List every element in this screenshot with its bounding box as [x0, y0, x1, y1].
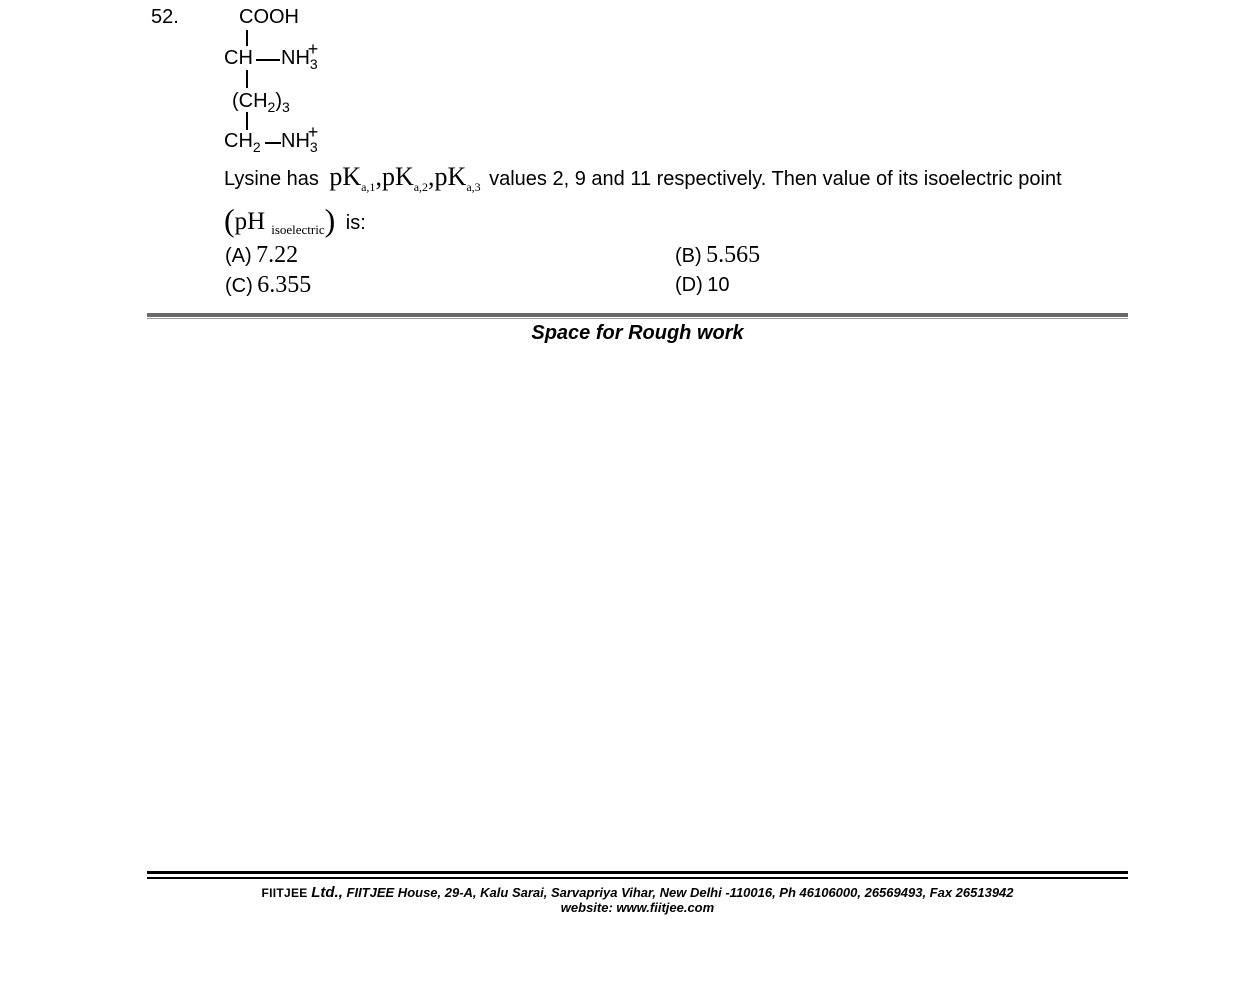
ph-subscript: isoelectric	[271, 222, 325, 237]
option-b[interactable]: (B) 5.565	[675, 242, 761, 268]
cooh-group: COOH	[239, 6, 299, 28]
bond-vertical-3	[246, 112, 248, 130]
bond-horizontal-2	[265, 142, 281, 144]
ph-symbol: pH	[234, 208, 266, 235]
question-text-line-2: (pH $_{isoelectric}$) is:	[224, 202, 366, 238]
footer-address	[147, 884, 1128, 901]
option-d[interactable]: (D) 10	[675, 274, 730, 296]
pka1: $pK_{a,1}$,	[329, 162, 382, 194]
bond-horizontal-1	[256, 59, 280, 61]
rough-work-divider	[147, 313, 1128, 317]
footer-rule-top	[147, 871, 1128, 874]
nh3-bottom-group: $NH_3+$	[281, 122, 319, 155]
rough-work-heading: Space for Rough work	[531, 322, 744, 344]
question-number: 52.	[151, 6, 179, 28]
ch2-chain-group: $(CH_2)_3$	[232, 90, 290, 115]
ch2-bottom-group: $CH_2$	[224, 130, 261, 155]
ch-group: CH	[224, 47, 253, 69]
bond-vertical-2	[246, 70, 248, 88]
footer-brand: FIITJEE	[261, 886, 308, 900]
question-text-line-1: Lysine has $pK_{a,1},pK_{a,2},pK_{a,3}$ values 2, 9 and 11 respectively. Then value of its isoelectric point	[224, 162, 1062, 194]
pka3: $pK_{a,3}$	[434, 162, 481, 194]
pka2: $pK_{a,2}$,	[381, 162, 435, 194]
bond-vertical-1	[246, 30, 248, 46]
footer-address-text: FIITJEE House, 29-A, Kalu Sarai, Sarvapriya Vihar, New Delhi -110016, Ph 46106000, 26569493, Fax 26513942	[346, 885, 1014, 900]
option-c[interactable]: (C) 6.355	[225, 272, 312, 298]
footer-rule-bottom	[147, 877, 1128, 879]
footer-website[interactable]: website: www.fiitjee.com	[560, 900, 715, 915]
footer-ltd: Ltd.,	[311, 884, 343, 901]
nh3-top-group: $NH_3+$	[281, 39, 319, 72]
option-a[interactable]: (A) 7.22	[225, 242, 299, 268]
rough-work-divider-shadow	[147, 318, 1128, 319]
